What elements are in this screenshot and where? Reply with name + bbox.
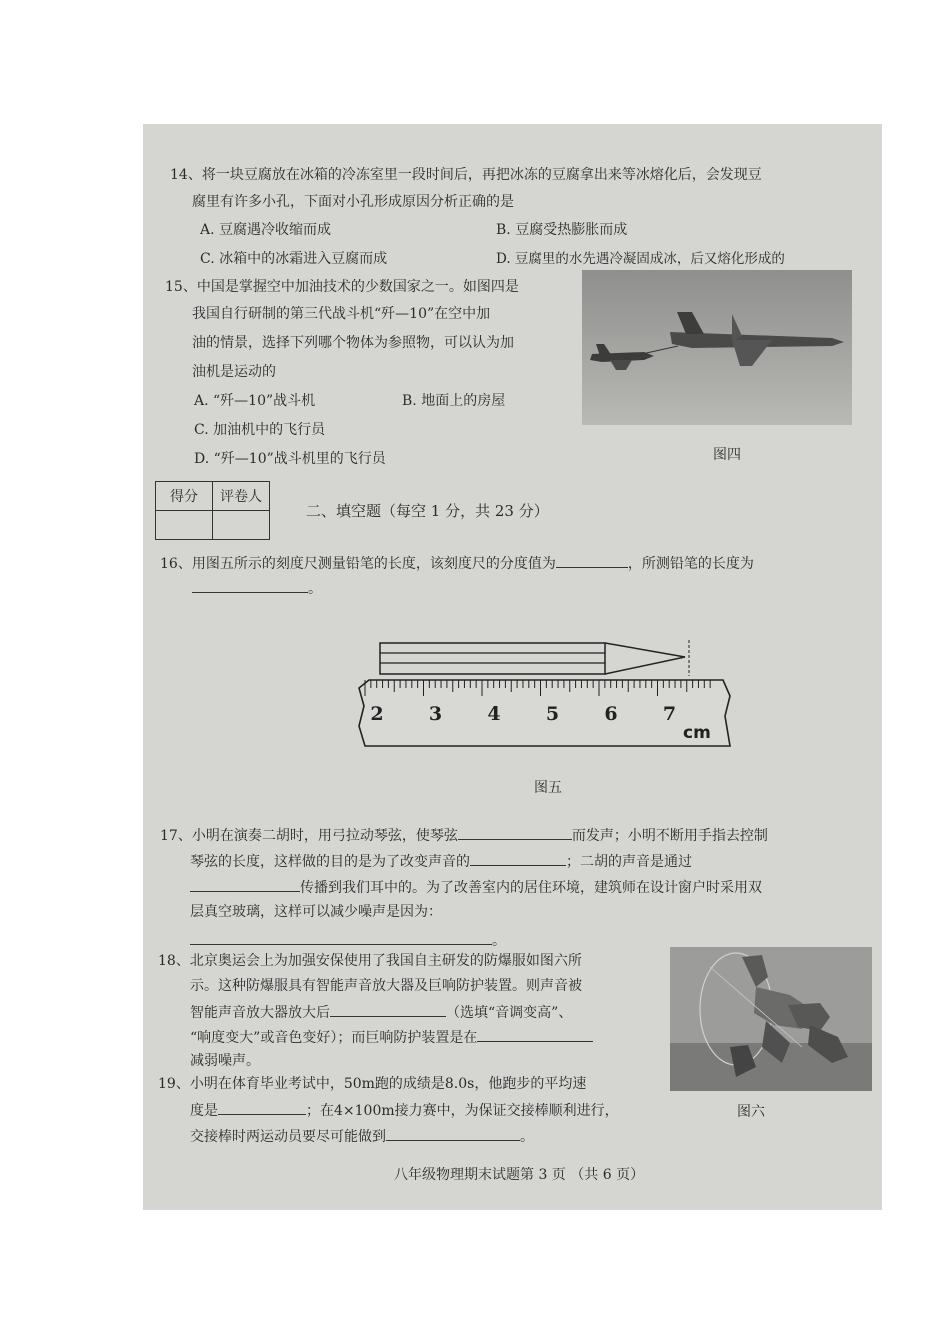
q14-stem-line1: 14、将一块豆腐放在冰箱的冷冻室里一段时间后，再把冰冻的豆腐拿出来等冰熔化后，会发现豆 [170,167,762,183]
q17-text-d: ；二胡的声音是通过 [566,854,692,870]
q19-text-b: ；在4×100m接力赛中，为保证交接棒顺利进行， [306,1103,619,1119]
answer-blank[interactable] [458,825,572,840]
bomb-suit-photo [670,947,872,1091]
q14-option-b: B. 豆腐受热膨胀而成 [496,222,628,238]
grader-header: 评卷人 [213,482,270,511]
q18-text-b: （选填“音调变高”、 [446,1005,573,1021]
q15-stem-line1: 15、中国是掌握空中加油技术的少数国家之一。如图四是 [165,279,519,295]
q14-option-d: D. 豆腐里的水先遇冷凝固成冰，后又熔化形成的 [496,251,785,267]
page-footer: 八年级物理期末试题第 3 页 （共 6 页） [394,1167,645,1183]
q14-stem-line2: 腐里有许多小孔，下面对小孔形成原因分析正确的是 [192,194,514,210]
q19-line2 [190,1100,619,1120]
q18-line1: 18、北京奥运会上为加强安保使用了我国自主研发的防爆服如图六所 [158,953,582,969]
answer-blank[interactable] [330,1002,446,1017]
q19-line1: 19、小明在体育毕业考试中，50m跑的成绩是8.0s，他跑步的平均速 [158,1076,587,1092]
q17-text-end: 。 [492,933,506,949]
q17-line1 [160,825,768,845]
q17-line3 [190,877,762,897]
q19-text-end: 。 [520,1129,534,1145]
q16-stem-line1 [160,553,754,573]
answer-blank[interactable] [556,553,628,568]
q16-stem-line2 [192,578,322,598]
answer-blank[interactable] [192,578,308,593]
q17-line2 [190,851,692,871]
answer-blank[interactable] [218,1100,306,1115]
ruler-number: 6 [604,703,618,725]
q17-line4: 层真空玻璃，这样可以减少噪声是因为： [190,904,442,920]
q15-option-b: B. 地面上的房屋 [402,393,506,409]
q19-text-c: 交接棒时两运动员要尽可能做到 [190,1129,386,1145]
q19-line3 [190,1126,534,1146]
q15-stem-line2: 我国自行研制的第三代战斗机“歼—10”在空中加 [192,306,491,322]
q17-text-c: 琴弦的长度，这样做的目的是为了改变声音的 [190,854,470,870]
q16-text-end: 。 [308,581,322,597]
ruler-number: 3 [428,703,443,725]
q15-option-c: C. 加油机中的飞行员 [194,422,326,438]
q15-option-a: A. “歼—10”战斗机 [194,393,316,409]
score-header: 得分 [156,482,213,511]
q18-line4 [190,1027,593,1047]
q17-text-e: 传播到我们耳中的。为了改善室内的居住环境，建筑师在设计窗户时采用双 [300,880,762,896]
section-title: 二、填空题（每空 1 分，共 23 分） [306,502,549,520]
q17-text-a: 17、小明在演奏二胡时，用弓拉动琴弦，使琴弦 [160,828,458,844]
q18-text-a: 智能声音放大器放大后 [190,1005,330,1021]
aerial-refueling-photo [582,270,852,425]
q19-text-a: 度是 [190,1103,218,1119]
answer-blank[interactable] [190,930,492,945]
q18-line3 [190,1002,572,1022]
q18-line2: 示。这种防爆服具有智能声音放大器及巨响防护装置。则声音被 [190,978,582,994]
q16-text-b: ，所测铅笔的长度为 [627,556,754,572]
q16-text-a: 16、用图五所示的刻度尺测量铅笔的长度，该刻度尺的分度值为 [160,556,556,572]
ruler-unit: cm [683,723,711,743]
q17-text-b: 而发声；小明不断用手指去控制 [571,828,768,844]
ruler-figure [355,636,735,754]
score-table [155,481,270,540]
ruler-number: 7 [662,703,677,725]
q15-stem-line4: 油机是运动的 [192,364,276,380]
q18-text-c: “响度变大”或音色变好）；而巨响防护装置是在 [190,1030,478,1046]
q14-option-a: A. 豆腐遇冷收缩而成 [200,222,332,238]
figure6-caption: 图六 [737,1104,765,1120]
figure4-caption: 图四 [713,447,741,463]
answer-blank[interactable] [190,877,300,892]
answer-blank[interactable] [477,1027,593,1042]
score-cell [156,511,213,540]
figure5-caption: 图五 [534,780,562,796]
ruler-number: 4 [487,703,501,725]
q14-option-c: C. 冰箱中的冰霜进入豆腐而成 [200,251,388,267]
grader-cell [213,511,270,540]
q15-stem-line3: 油的情景，选择下列哪个物体为参照物，可以认为加 [192,335,514,351]
q17-line5 [190,930,506,950]
q18-line5: 减弱噪声。 [190,1053,260,1069]
q15-option-d: D. “歼—10”战斗机里的飞行员 [194,451,386,467]
answer-blank[interactable] [470,851,566,866]
ruler-number: 2 [370,703,384,725]
answer-blank[interactable] [386,1126,520,1141]
ruler-number: 5 [545,703,560,725]
